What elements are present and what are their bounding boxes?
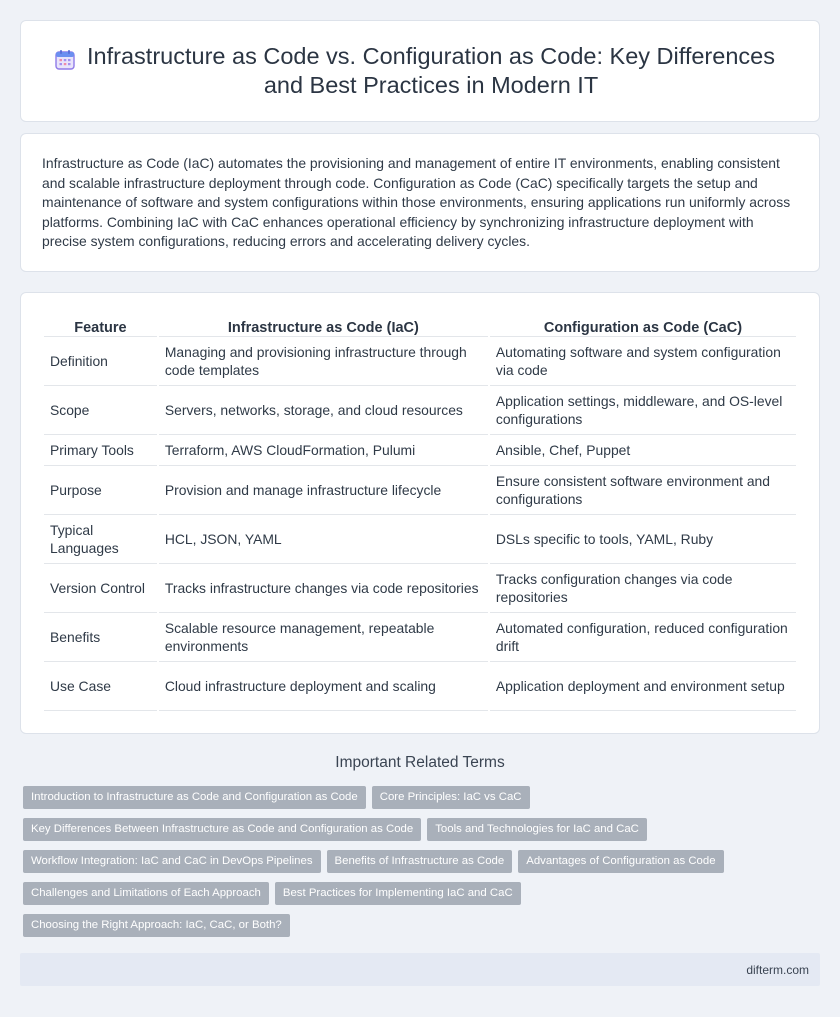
row-feature: Benefits bbox=[44, 613, 157, 662]
header-feature: Feature bbox=[44, 315, 157, 337]
row-cac: Application deployment and environment setup bbox=[490, 662, 796, 711]
table-row bbox=[44, 564, 796, 613]
comparison-table bbox=[42, 315, 798, 711]
row-cac: Application settings, middleware, and OS-level configurations bbox=[490, 386, 796, 435]
related-term-link[interactable]: Introduction to Infrastructure as Code and Configuration as Code bbox=[23, 786, 366, 809]
row-cac: Automated configuration, reduced configuration drift bbox=[490, 613, 796, 662]
title-card bbox=[20, 20, 820, 122]
comparison-table-card bbox=[20, 292, 820, 734]
row-feature: Typical Languages bbox=[44, 515, 157, 564]
intro-card bbox=[20, 133, 820, 272]
related-term-link[interactable]: Benefits of Infrastructure as Code bbox=[327, 850, 513, 873]
row-cac: DSLs specific to tools, YAML, Ruby bbox=[490, 515, 796, 564]
row-iac: Cloud infrastructure deployment and scaling bbox=[159, 662, 488, 711]
footer-site-name[interactable]: difterm.com bbox=[746, 963, 809, 977]
related-term-link[interactable]: Choosing the Right Approach: IaC, CaC, or Both? bbox=[23, 914, 290, 937]
row-iac: Managing and provisioning infrastructure through code templates bbox=[159, 337, 488, 386]
related-terms-heading: Important Related Terms bbox=[335, 754, 505, 771]
table-row bbox=[44, 466, 796, 515]
row-iac: Servers, networks, storage, and cloud resources bbox=[159, 386, 488, 435]
table-row bbox=[44, 435, 796, 466]
footer bbox=[20, 953, 820, 986]
row-feature: Use Case bbox=[44, 662, 157, 711]
row-feature: Version Control bbox=[44, 564, 157, 613]
related-term-link[interactable]: Key Differences Between Infrastructure as Code and Configuration as Code bbox=[23, 818, 421, 841]
related-terms-list bbox=[23, 786, 793, 937]
row-iac: HCL, JSON, YAML bbox=[159, 515, 488, 564]
table-row bbox=[44, 386, 796, 435]
row-feature: Purpose bbox=[44, 466, 157, 515]
intro-paragraph: Infrastructure as Code (IaC) automates the provisioning and management of entire IT environments, enabling consistent and scalable infrastructure deployment through code. Configuration as Code (CaC) specifically targets the setup and maintenance of software and system configurations within those environments, ensuring applications run uniformly across platforms. Combining IaC with CaC enhances operational efficiency by synchronizing infrastructure deployment with precise system configurations, reducing errors and accelerating delivery cycles. bbox=[42, 155, 791, 250]
table-row bbox=[44, 662, 796, 711]
related-term-link[interactable]: Workflow Integration: IaC and CaC in DevOps Pipelines bbox=[23, 850, 321, 873]
page-title: Infrastructure as Code vs. Configuration as Code: Key Differences and Best Practices in Modern IT bbox=[87, 43, 775, 98]
table-row bbox=[44, 515, 796, 564]
related-term-link[interactable]: Advantages of Configuration as Code bbox=[518, 850, 723, 873]
row-feature: Primary Tools bbox=[44, 435, 157, 466]
header-cac: Configuration as Code (CaC) bbox=[490, 315, 796, 337]
table-row bbox=[44, 613, 796, 662]
related-term-link[interactable]: Challenges and Limitations of Each Approach bbox=[23, 882, 269, 905]
row-cac: Tracks configuration changes via code repositories bbox=[490, 564, 796, 613]
row-cac: Ensure consistent software environment and configurations bbox=[490, 466, 796, 515]
row-cac: Automating software and system configuration via code bbox=[490, 337, 796, 386]
row-cac: Ansible, Chef, Puppet bbox=[490, 435, 796, 466]
row-iac: Tracks infrastructure changes via code repositories bbox=[159, 564, 488, 613]
table-row bbox=[44, 337, 796, 386]
row-iac: Scalable resource management, repeatable environments bbox=[159, 613, 488, 662]
row-iac: Provision and manage infrastructure lifecycle bbox=[159, 466, 488, 515]
table-header-row bbox=[44, 315, 796, 337]
row-iac: Terraform, AWS CloudFormation, Pulumi bbox=[159, 435, 488, 466]
row-feature: Definition bbox=[44, 337, 157, 386]
header-iac: Infrastructure as Code (IaC) bbox=[159, 315, 488, 337]
related-term-link[interactable]: Core Principles: IaC vs CaC bbox=[372, 786, 530, 809]
related-term-link[interactable]: Best Practices for Implementing IaC and CaC bbox=[275, 882, 521, 905]
related-term-link[interactable]: Tools and Technologies for IaC and CaC bbox=[427, 818, 647, 841]
row-feature: Scope bbox=[44, 386, 157, 435]
